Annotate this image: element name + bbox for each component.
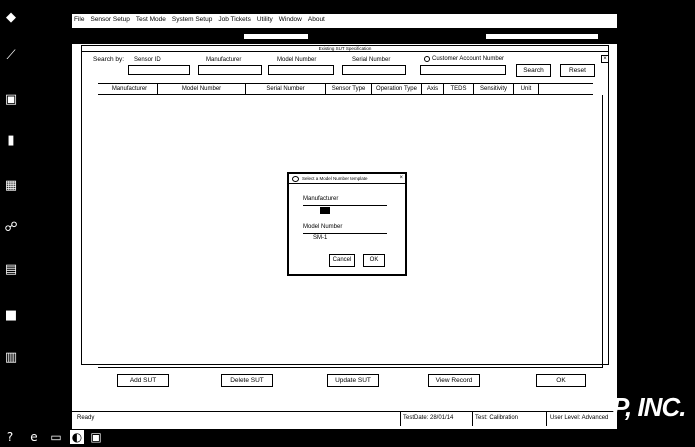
folder-icon[interactable]: ▭: [50, 430, 62, 444]
model-template-dialog: [287, 172, 407, 276]
brand-text: P, INC.: [612, 392, 686, 422]
desktop-icon-7[interactable]: ▤: [4, 262, 18, 277]
dialog-model-label: Model Number: [303, 224, 343, 230]
menu-bar: [72, 16, 617, 26]
column-model-number[interactable]: Model Number: [158, 84, 246, 94]
dialog-close-icon[interactable]: ×: [399, 175, 403, 181]
model-number-field[interactable]: [268, 65, 334, 75]
column-sensitivity[interactable]: Sensitivity: [474, 84, 514, 94]
status-ready: Ready: [77, 415, 95, 421]
serial-number-label: Serial Number: [352, 57, 391, 63]
ok-button[interactable]: OK: [536, 374, 586, 387]
manufacturer-underline: [303, 205, 387, 206]
status-user-level: User Level: Advanced: [550, 415, 609, 421]
tab-1[interactable]: [243, 33, 309, 40]
column-sensor-type[interactable]: Sensor Type: [326, 84, 372, 94]
column-manufacturer[interactable]: Manufacturer: [98, 84, 158, 94]
column-teds[interactable]: TEDS: [444, 84, 474, 94]
help-icon[interactable]: ?: [6, 430, 14, 444]
desktop-icon-8[interactable]: ■: [4, 308, 18, 323]
manufacturer-label: Manufacturer: [206, 57, 242, 63]
desktop-icon-5[interactable]: ▦: [4, 178, 18, 193]
view-record-button[interactable]: View Record: [428, 374, 480, 387]
close-icon[interactable]: ×: [601, 55, 609, 63]
results-grid-header: [98, 83, 593, 95]
update-sut-button[interactable]: Update SUT: [327, 374, 379, 387]
model-number-label: Model Number: [277, 57, 317, 63]
customer-account-radio[interactable]: [424, 56, 430, 62]
customer-account-field[interactable]: [420, 65, 506, 75]
inner-window-title: Existing SUT Specification: [82, 46, 608, 52]
status-bar: [72, 411, 617, 425]
menu-system-setup[interactable]: System Setup: [171, 16, 213, 23]
dialog-title: Select a Model Number template: [289, 174, 405, 184]
status-test-date: TestDate: 28/01/14: [403, 415, 454, 421]
menu-file[interactable]: File: [74, 16, 85, 23]
sensor-id-field[interactable]: [128, 65, 190, 75]
model-underline: [303, 233, 387, 234]
model-number-dropdown[interactable]: SM-1: [313, 235, 328, 241]
menu-test-mode[interactable]: Test Mode: [135, 16, 166, 23]
search-button[interactable]: Search: [516, 64, 551, 77]
status-test: Test: Calibration: [475, 415, 519, 421]
reset-button[interactable]: Reset: [560, 64, 595, 77]
customer-account-label: Customer Account Number: [432, 56, 505, 62]
app-logo-icon: [292, 176, 299, 182]
dialog-cancel-button[interactable]: Cancel: [329, 254, 355, 267]
serial-number-field[interactable]: [342, 65, 406, 75]
app-icon[interactable]: ◐: [71, 430, 83, 444]
add-sut-button[interactable]: Add SUT: [117, 374, 169, 387]
desktop-icon-3[interactable]: ▣: [4, 92, 18, 107]
desktop-icon-6[interactable]: ☍: [4, 220, 18, 235]
menu-about[interactable]: About: [307, 16, 325, 23]
app-icon-2[interactable]: ▣: [90, 430, 102, 444]
search-by-label: Search by:: [93, 56, 125, 63]
menu-job-tickets[interactable]: Job Tickets: [218, 16, 251, 23]
status-divider: [400, 412, 401, 426]
desktop-icon-2[interactable]: ⟋: [6, 48, 16, 63]
column-serial-number[interactable]: Serial Number: [246, 84, 326, 94]
desktop-icon-4[interactable]: ▮: [7, 133, 15, 148]
column-unit[interactable]: Unit: [514, 84, 539, 94]
taskbar: [0, 429, 695, 447]
manufacturer-dropdown[interactable]: [320, 207, 330, 214]
desktop-icon-9[interactable]: ▥: [4, 350, 18, 365]
delete-sut-button[interactable]: Delete SUT: [221, 374, 273, 387]
status-divider: [472, 412, 473, 426]
manufacturer-field[interactable]: [198, 65, 262, 75]
column-operation-type[interactable]: Operation Type: [372, 84, 422, 94]
tab-2[interactable]: [485, 33, 599, 40]
app-titlebar: [72, 4, 617, 14]
sensor-id-label: Sensor ID: [134, 57, 161, 63]
menu-utility[interactable]: Utility: [256, 16, 273, 23]
dialog-manufacturer-label: Manufacturer: [303, 196, 339, 202]
menu-sensor-setup[interactable]: Sensor Setup: [90, 16, 130, 23]
dialog-ok-button[interactable]: OK: [363, 254, 385, 267]
status-divider: [546, 412, 547, 426]
browser-icon[interactable]: e: [30, 430, 38, 444]
desktop-icon-1[interactable]: ◆: [6, 10, 16, 25]
column-axis[interactable]: Axis: [422, 84, 444, 94]
menu-window[interactable]: Window: [278, 16, 302, 23]
